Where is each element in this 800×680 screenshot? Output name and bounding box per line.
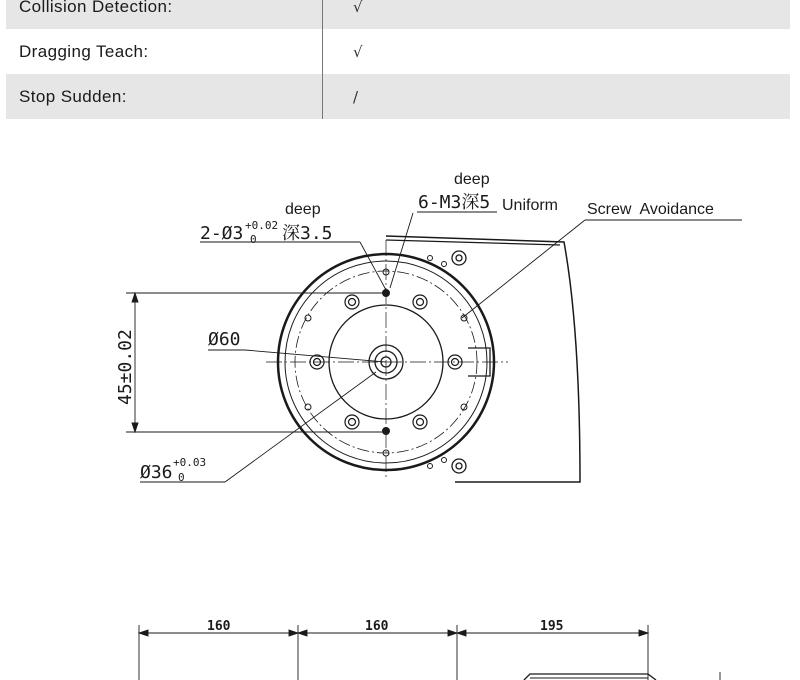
- dim-160-right: 160: [365, 619, 389, 634]
- bore-prefix: Ø36: [140, 462, 173, 483]
- uniform-label: Uniform: [502, 197, 559, 214]
- thread-spec: 6-M3深5: [418, 192, 491, 213]
- pin-hole-bottom: [383, 428, 390, 435]
- dim-160-left: 160: [207, 619, 231, 634]
- spec-value: √: [353, 0, 363, 16]
- hole-depth: 深3.5: [282, 223, 333, 244]
- bore-tol-lower: 0: [178, 471, 185, 484]
- height-dim-label: 45±0.02: [115, 329, 136, 405]
- bore-tol-upper: +0.03: [173, 456, 207, 469]
- hole-tol-lower: 0: [250, 233, 257, 246]
- spec-value: √: [353, 42, 363, 61]
- dim-195: 195: [540, 619, 564, 634]
- deep-label-right: deep: [454, 171, 490, 188]
- screw-avoidance-label: Screw Avoidance: [587, 201, 714, 218]
- dia60-label: Ø60: [208, 329, 241, 350]
- hole-tol-upper: +0.02: [245, 219, 279, 232]
- spec-label: Stop Sudden:: [19, 86, 127, 106]
- arm-outline: [386, 236, 580, 482]
- spec-label: Collision Detection:: [19, 0, 173, 16]
- hole-spec-prefix: 2-Ø3: [200, 223, 244, 244]
- height-dimension: [126, 293, 386, 432]
- spec-value: /: [353, 87, 359, 106]
- deep-label-left: deep: [285, 201, 321, 218]
- spec-label: Dragging Teach:: [19, 41, 149, 61]
